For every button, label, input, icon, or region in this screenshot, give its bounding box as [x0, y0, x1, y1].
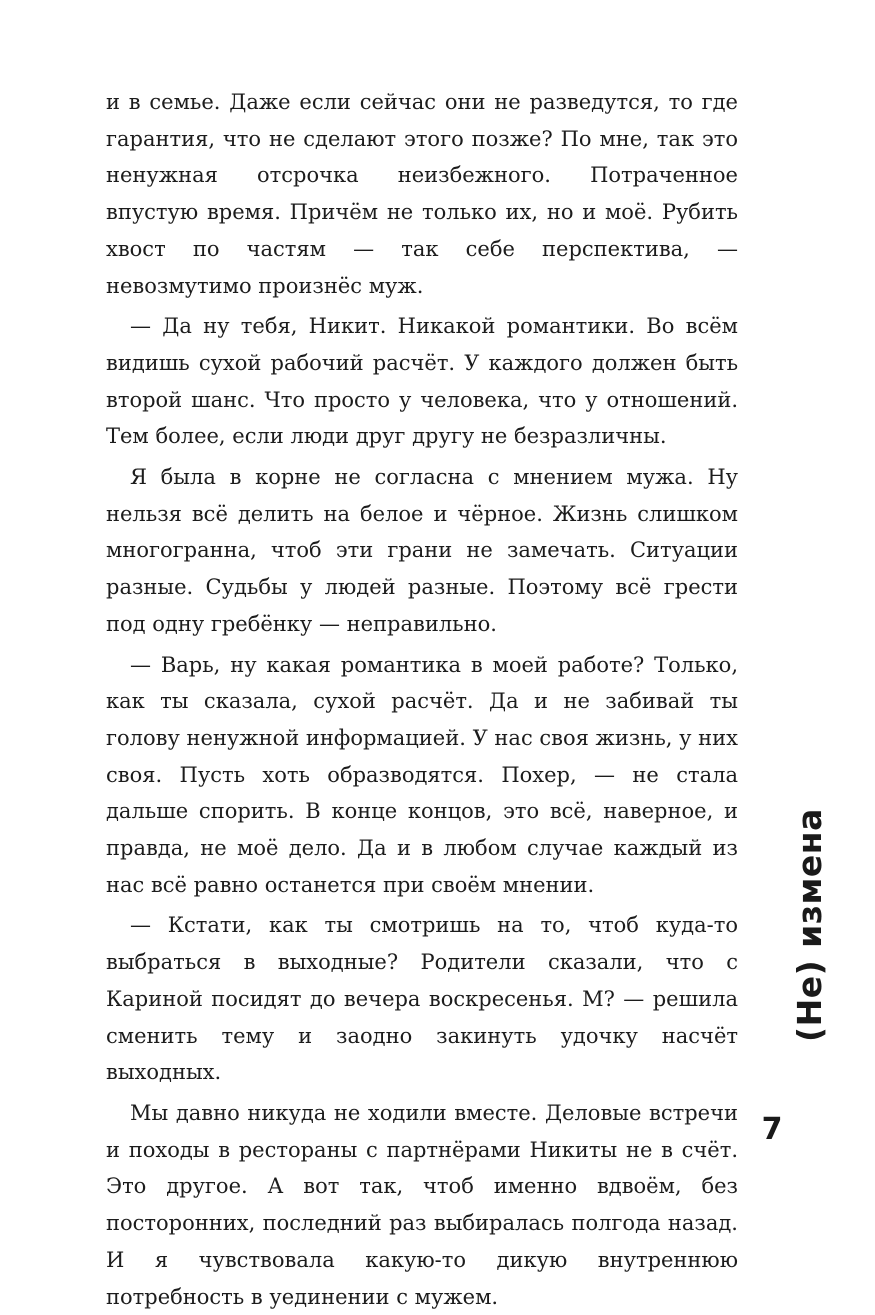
paragraph-1: и в семье. Даже если сейчас они не разведутся, то где гарантия, что не сделают этого позже? По мне, так это ненужная отсрочка неизбежного. Потраченное впустую время. Причём не только их, но и моё. Рубить хвост по частям — так себе перспектива, — невозмутимо произнёс муж.: [106, 90, 738, 298]
body-text: [106, 84, 738, 1315]
paragraph-5: — Кстати, как ты смотришь на то, чтоб куда-то выбраться в выходные? Родители сказали, что с Кариной посидят до вечера воскресенья. М? — решила сменить тему и заодно закинуть удочку насчёт выходных.: [106, 913, 738, 1085]
page-number: 7: [761, 1112, 783, 1147]
paragraph-2: — Да ну тебя, Никит. Никакой романтики. Во всём видишь сухой рабочий расчёт. У каждого должен быть второй шанс. Что просто у человека, что у отношений. Тем более, если люди друг другу не безразличны.: [106, 314, 738, 449]
paragraph-4: — Варь, ну какая романтика в моей работе? Только, как ты сказала, сухой расчёт. Да и не забивай ты голову ненужной информацией. У нас своя жизнь, у них своя. Пусть хоть образводятся. Похер, — не стала дальше спорить. В конце концов, это всё, наверное, и правда, не моё дело. Да и в любом случае каждый из нас всё равно останется при своём мнении.: [106, 652, 738, 897]
running-title: (Не) измена: [790, 808, 829, 1042]
paragraph-3: Я была в корне не согласна с мнением мужа. Ну нельзя всё делить на белое и чёрное. Жизнь слишком многогранна, чтоб эти грани не замечать. Ситуации разные. Судьбы у людей разные. Поэтому всё грести под одну гребёнку — неправильно.: [106, 465, 738, 636]
paragraph-6: Мы давно никуда не ходили вместе. Деловые встречи и походы в рестораны с партнёрами Никиты не в счёт. Это другое. А вот так, чтоб именно вдвоём, без посторонних, последний раз выбиралась полгода назад. И я чувствовала какую-то дикую внутреннюю потребность в уединении с мужем.: [106, 1100, 738, 1309]
